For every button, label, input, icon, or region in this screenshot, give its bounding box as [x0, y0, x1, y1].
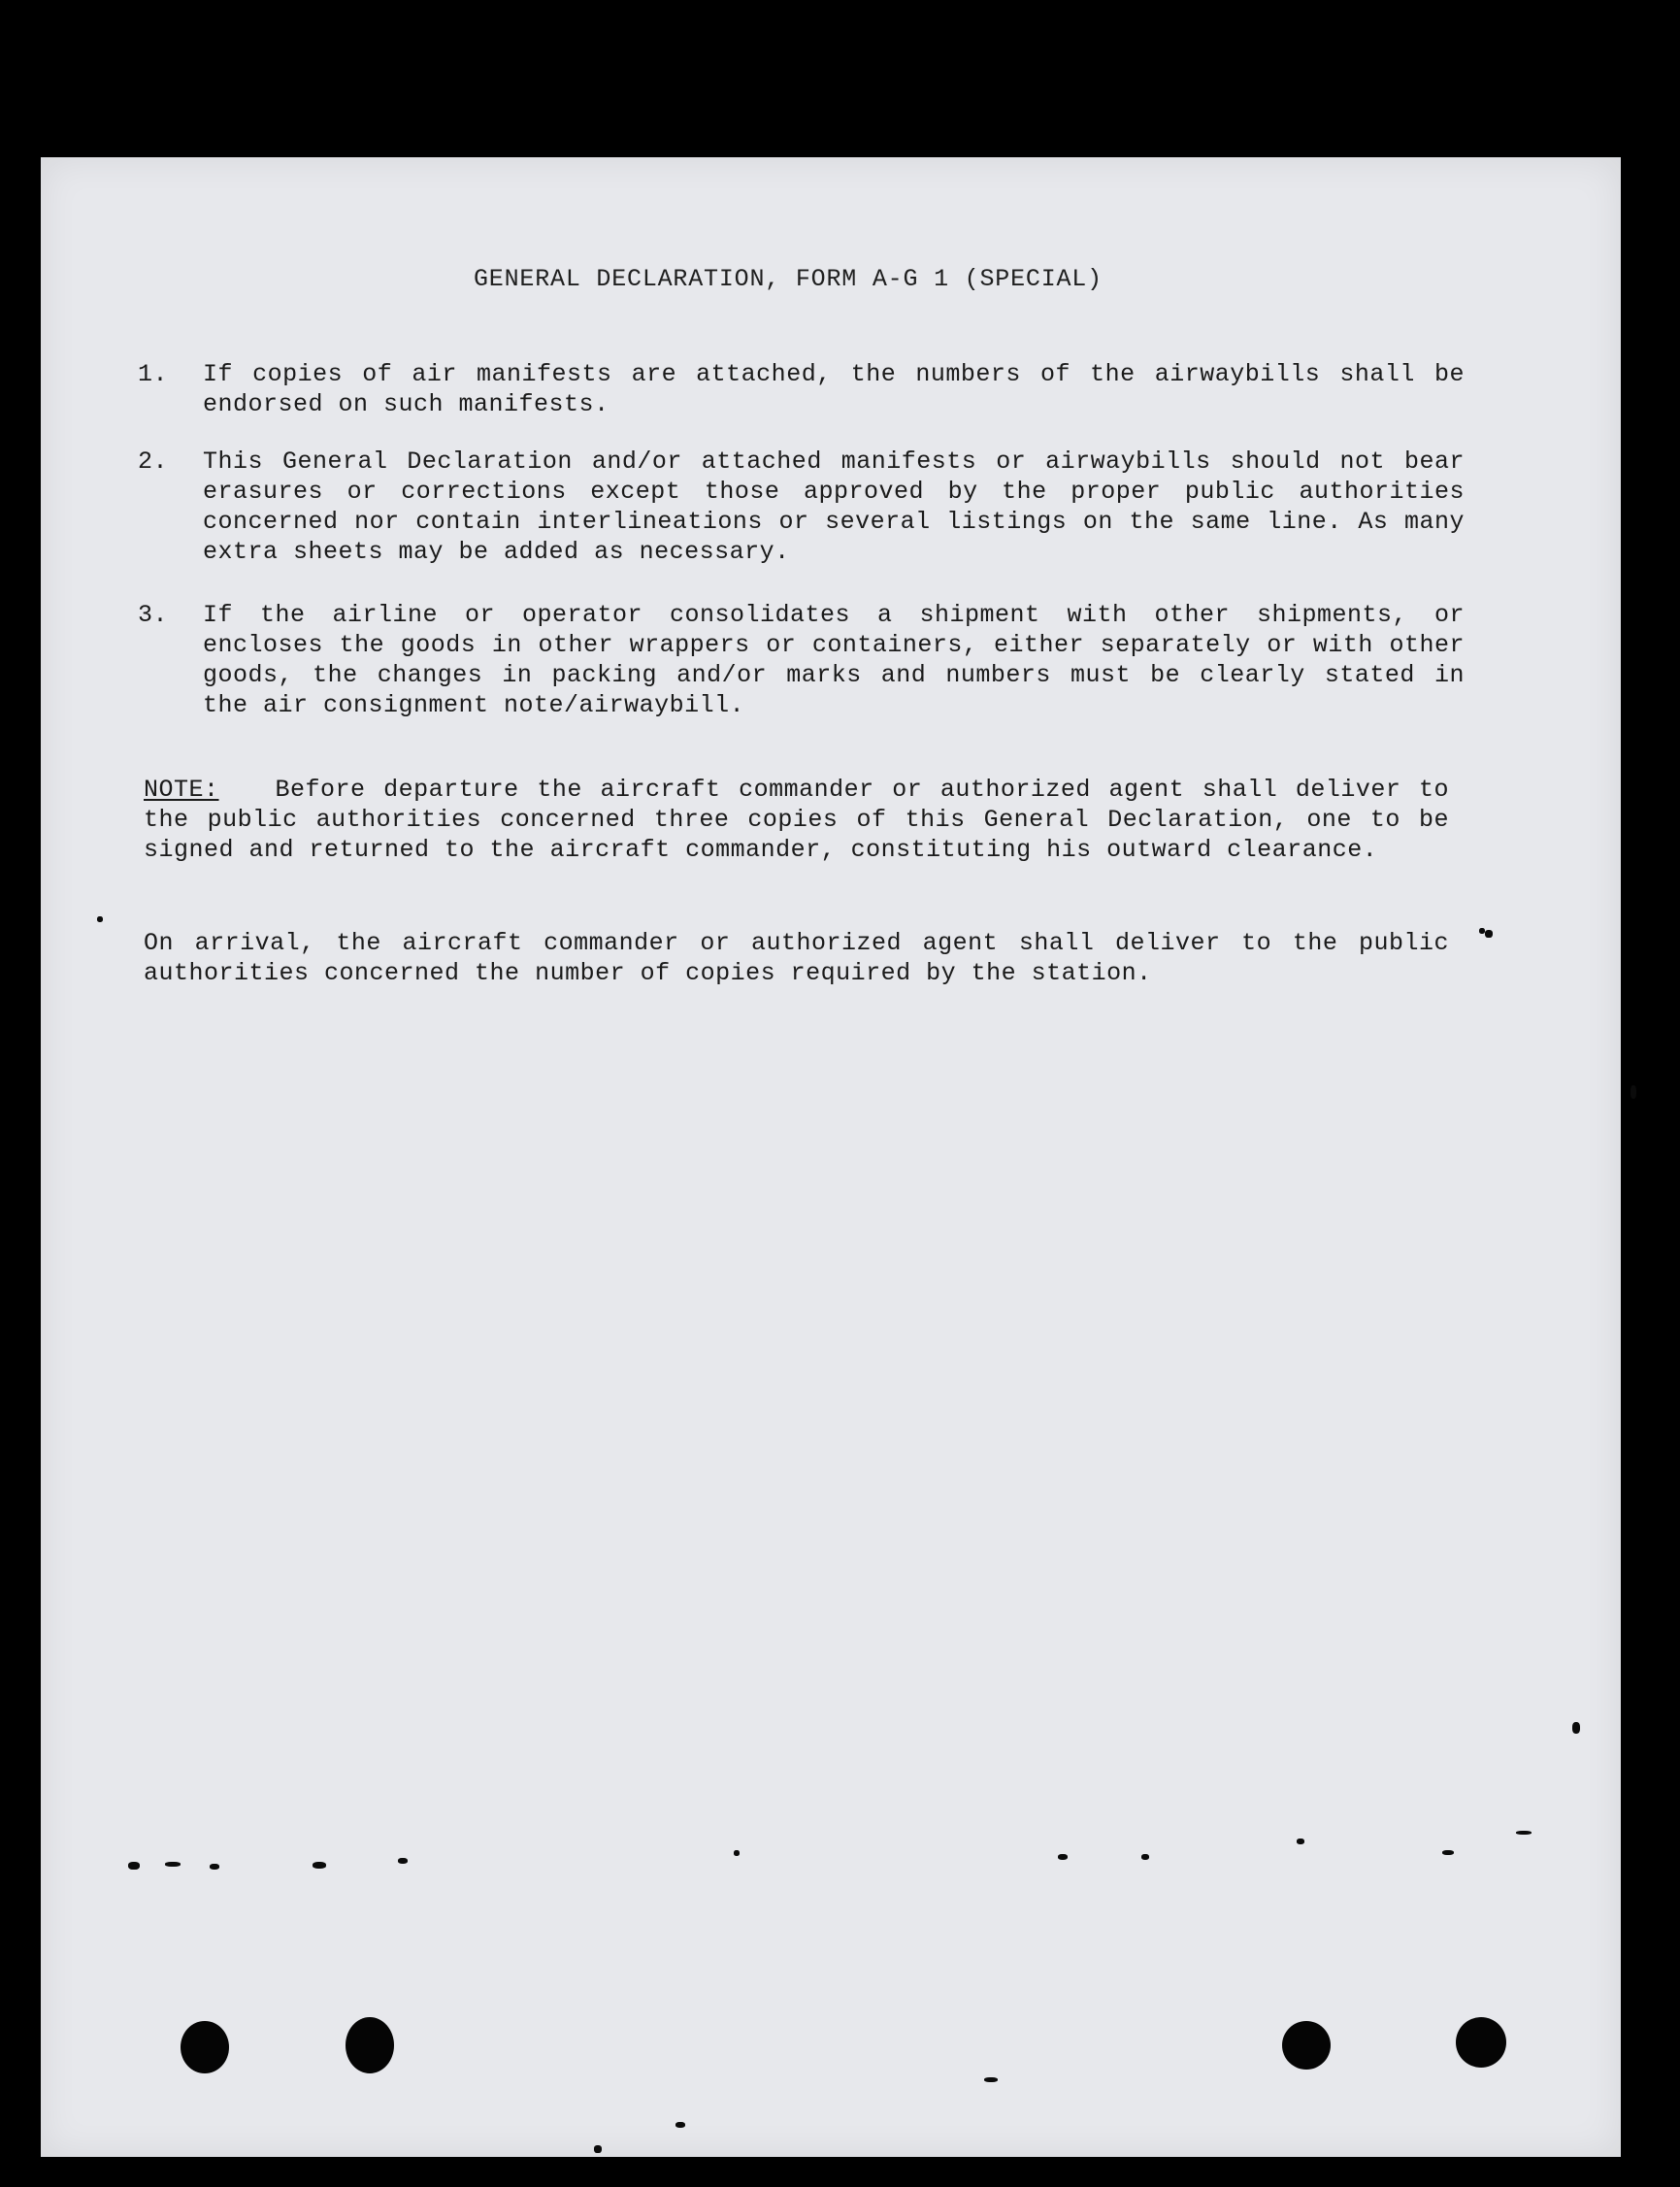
scan-speck: [734, 1850, 740, 1856]
scan-speck: [398, 1858, 408, 1864]
arrival-paragraph: On arrival, the aircraft commander or authorized agent shall deliver to the public authorities concerned the number of copies required by the station.: [144, 929, 1449, 987]
item-number: 2.: [138, 447, 169, 476]
scan-speck: [165, 1862, 181, 1867]
note-text: Before departure the aircraft commander or authorized agent shall deliver to the public authorities concerned three copies of this General Declaration, one to be signed and returned to the aircraft commander, constituting his outward clearance.: [144, 776, 1449, 864]
scan-speck: [128, 1862, 140, 1870]
scan-speck: [313, 1862, 326, 1869]
punch-hole-3: [1282, 2021, 1331, 2070]
scan-speck: [1572, 1722, 1580, 1734]
item-number: 1.: [138, 360, 169, 388]
scan-speck: [1479, 928, 1485, 934]
scan-speck: [1631, 1085, 1636, 1099]
scan-speck: [984, 2077, 998, 2082]
punch-hole-1: [181, 2021, 229, 2073]
scan-speck: [97, 916, 103, 922]
punch-hole-4: [1456, 2017, 1506, 2068]
scan-speck: [210, 1864, 219, 1870]
scan-speck: [1485, 930, 1493, 938]
scan-speck: [1516, 1831, 1532, 1835]
item-number: 3.: [138, 601, 169, 629]
item-text: This General Declaration and/or attached manifests or airwaybills should not bear erasures or corrections except those approved by the proper public authorities concerned nor contain interlineations or several listings on the same line. As many extra sheets may be added as necessary.: [203, 447, 1465, 566]
scan-speck: [594, 2145, 602, 2153]
note-label: NOTE:: [144, 776, 219, 804]
item-text: If copies of air manifests are attached, the numbers of the airwaybills shall be endorsed on such manifests.: [203, 360, 1465, 418]
document-title: GENERAL DECLARATION, FORM A-G 1 (SPECIAL): [474, 265, 1103, 293]
scan-speck: [1141, 1854, 1149, 1860]
note-paragraph: [144, 775, 1449, 865]
scan-speck: [1297, 1839, 1304, 1844]
scan-speck: [675, 2122, 685, 2128]
scan-speck: [1058, 1854, 1068, 1860]
scan-speck: [1442, 1850, 1454, 1855]
punch-hole-2: [346, 2017, 394, 2073]
item-text: If the airline or operator consolidates a shipment with other shipments, or encloses the goods in other wrappers or containers, either separately or with other goods, the changes in packing and/or marks and numbers must be clearly stated in the air consignment note/airwaybill.: [203, 601, 1465, 719]
